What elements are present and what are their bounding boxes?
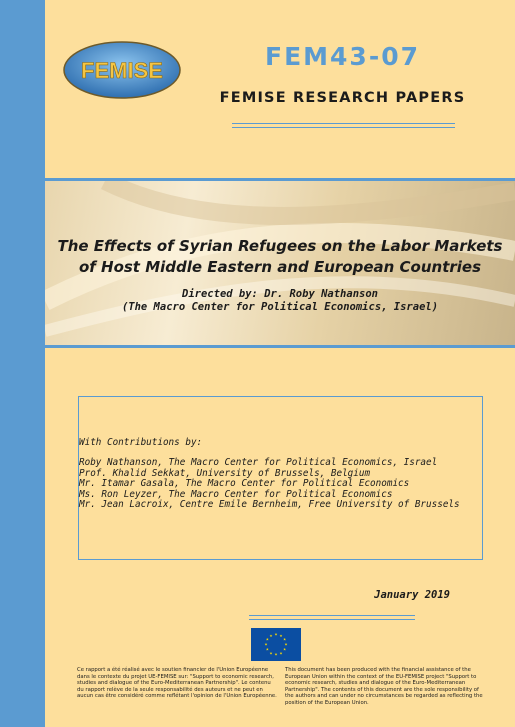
logo-text: FEMISE bbox=[81, 58, 163, 83]
disclaimer-english: This document has been produced with the financial assistance of the European Union within the context of the EU-FEMISE project "Support to economic research, studies and dialogue of the Euro-Mediterranean Partnership". The contents of this document are the sole responsibility of the authors and can under no circumstances be regarded as reflecting the position of the European Union. bbox=[285, 667, 483, 706]
directed-line-1: Directed by: Dr. Roby Nathanson bbox=[182, 288, 378, 300]
contributor-item: Roby Nathanson, The Macro Center for Political Economics, Israel bbox=[79, 457, 438, 468]
document-title bbox=[45, 236, 515, 278]
title-line-1: The Effects of Syrian Refugees on the Labor Markets bbox=[57, 237, 503, 255]
directed-line-2: (The Macro Center for Political Economics, Israel) bbox=[121, 301, 439, 313]
eu-star-icon: ★ bbox=[274, 652, 278, 657]
disclaimer-french: Ce rapport a été réalisé avec le soutien financier de l'Union Européenne dans le contexte du projet UE-FEMISE sur: "Support to economic research, studies and dialogue of the Euro-Mediterranean Partnership". Le contenu du rapport relève de la seule responsabilité des auteurs et ne peut en aucun cas être considéré comme reflétant l'opinion de l'Union Européenne. bbox=[77, 667, 277, 700]
directed-by bbox=[45, 288, 515, 314]
eu-star-icon: ★ bbox=[284, 642, 288, 647]
publication-date: January 2019 bbox=[374, 589, 450, 601]
contributor-item: Mr. Itamar Gasala, The Macro Center for Political Economics bbox=[79, 478, 410, 490]
eu-star-icon: ★ bbox=[269, 651, 273, 656]
eu-star-icon: ★ bbox=[265, 637, 269, 642]
title-line-2: of Host Middle Eastern and European Countries bbox=[78, 258, 482, 276]
contributor-item: Mr. Jean Lacroix, Centre Emile Bernheim, Free University of Brussels bbox=[79, 499, 460, 511]
eu-flag-icon bbox=[251, 628, 301, 661]
femise-logo bbox=[62, 40, 182, 100]
paper-code: FEM43-07 bbox=[265, 42, 420, 71]
footer-divider-bottom bbox=[249, 619, 415, 620]
left-accent-bar bbox=[0, 0, 45, 727]
footer-divider-top bbox=[249, 615, 415, 616]
eu-star-icon: ★ bbox=[264, 642, 268, 647]
eu-star-icon: ★ bbox=[283, 647, 287, 652]
eu-star-icon: ★ bbox=[265, 647, 269, 652]
eu-star-icon: ★ bbox=[269, 634, 273, 639]
eu-star-icon: ★ bbox=[283, 637, 287, 642]
eu-star-icon: ★ bbox=[279, 634, 283, 639]
header-divider-top bbox=[232, 123, 455, 124]
series-title: FEMISE RESEARCH PAPERS bbox=[219, 90, 466, 106]
contributions-heading: With Contributions by: bbox=[79, 437, 203, 448]
banner-bottom-rule bbox=[45, 345, 515, 348]
eu-star-icon: ★ bbox=[274, 632, 278, 637]
contributor-item: Prof. Khalid Sekkat, University of Brussels, Belgium bbox=[79, 467, 371, 479]
contributor-item: Ms. Ron Leyzer, The Macro Center for Political Economics bbox=[79, 488, 393, 500]
eu-star-icon: ★ bbox=[279, 651, 283, 656]
header-divider-bottom bbox=[232, 127, 455, 128]
contributors-list bbox=[79, 458, 460, 511]
